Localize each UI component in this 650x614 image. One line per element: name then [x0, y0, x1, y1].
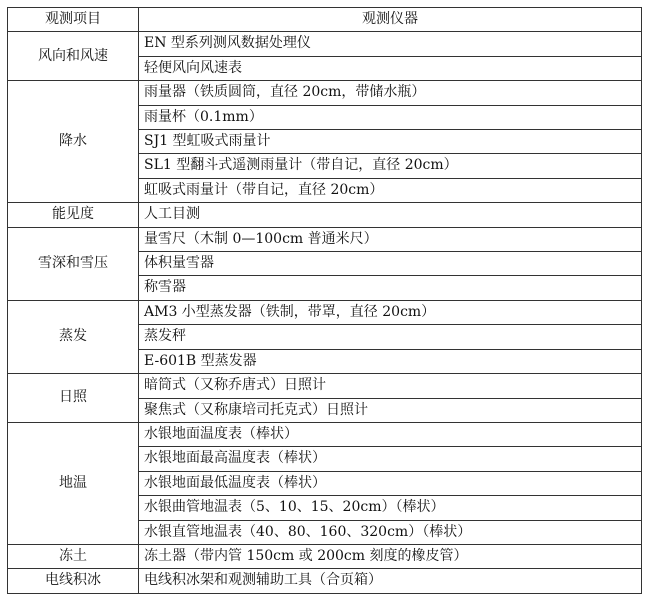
header-observation-instrument: 观测仪器 — [139, 8, 642, 32]
category-cell: 地温 — [8, 422, 139, 544]
category-cell: 冻土 — [8, 544, 139, 568]
instrument-cell: SL1 型翻斗式遥测雨量计（带自记，直径 20cm） — [139, 154, 642, 178]
category-cell: 能见度 — [8, 203, 139, 227]
category-cell: 雪深和雪压 — [8, 227, 139, 300]
instrument-cell: 聚焦式（又称康培司托克式）日照计 — [139, 398, 642, 422]
instrument-cell: SJ1 型虹吸式雨量计 — [139, 130, 642, 154]
table-row — [8, 422, 642, 446]
instrument-cell: 雨量器（铁质圆筒，直径 20cm，带储水瓶） — [139, 81, 642, 105]
table-row — [8, 227, 642, 251]
instrument-cell: 称雪器 — [139, 276, 642, 300]
category-cell: 电线积冰 — [8, 569, 139, 593]
header-observation-item: 观测项目 — [8, 8, 139, 32]
instrument-cell: AM3 小型蒸发器（铁制，带罩，直径 20cm） — [139, 300, 642, 324]
category-cell: 风向和风速 — [8, 32, 139, 81]
instrument-cell: 体积量雪器 — [139, 252, 642, 276]
table-header-row — [8, 8, 642, 32]
instrument-cell: 人工目测 — [139, 203, 642, 227]
instrument-cell: 电线积冰架和观测辅助工具（合页箱） — [139, 569, 642, 593]
instrument-cell: 水银地面温度表（棒状） — [139, 422, 642, 446]
table-row — [8, 203, 642, 227]
instrument-cell: EN 型系列测风数据处理仪 — [139, 32, 642, 56]
instrument-cell: 冻土器（带内管 150cm 或 200cm 刻度的橡皮管） — [139, 544, 642, 568]
instrument-cell: 水银直管地温表（40、80、160、320cm）（棒状） — [139, 520, 642, 544]
instrument-cell: 水银地面最低温度表（棒状） — [139, 471, 642, 495]
table-row — [8, 81, 642, 105]
instrument-cell: 雨量杯（0.1mm） — [139, 105, 642, 129]
category-cell: 蒸发 — [8, 300, 139, 373]
table-row — [8, 32, 642, 56]
table-row — [8, 300, 642, 324]
instrument-cell: 虹吸式雨量计（带自记，直径 20cm） — [139, 178, 642, 202]
instrument-cell: 暗筒式（又称乔唐式）日照计 — [139, 374, 642, 398]
instrument-cell: 水银地面最高温度表（棒状） — [139, 447, 642, 471]
category-cell: 日照 — [8, 374, 139, 423]
instrument-cell: 蒸发秤 — [139, 325, 642, 349]
instrument-cell: 轻便风向风速表 — [139, 56, 642, 80]
instrument-cell: 水银曲管地温表（5、10、15、20cm）（棒状） — [139, 496, 642, 520]
instrument-cell: 量雪尺（木制 0—100cm 普通米尺） — [139, 227, 642, 251]
category-cell: 降水 — [8, 81, 139, 203]
instrument-cell: E-601B 型蒸发器 — [139, 349, 642, 373]
instrument-table — [7, 7, 642, 594]
table-row — [8, 569, 642, 593]
table-body — [8, 32, 642, 593]
table-row — [8, 374, 642, 398]
table-row — [8, 544, 642, 568]
